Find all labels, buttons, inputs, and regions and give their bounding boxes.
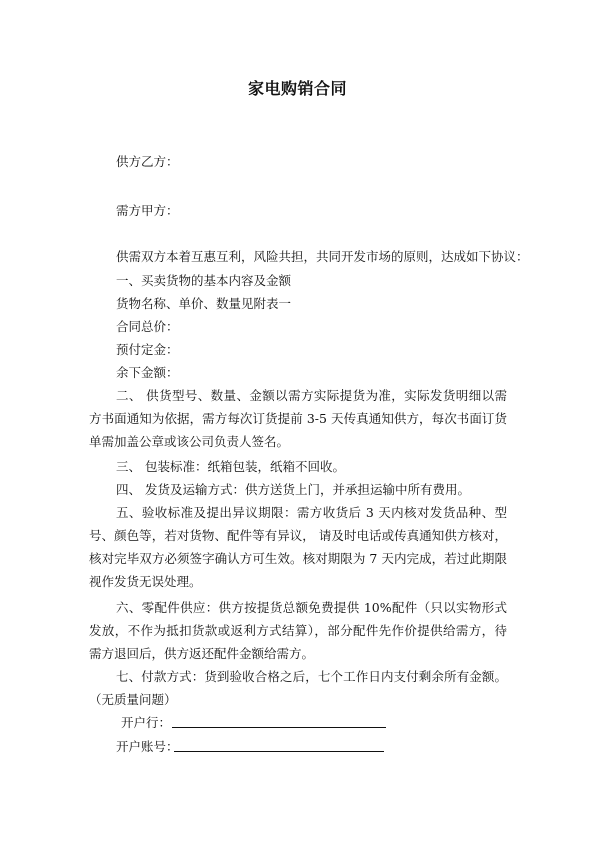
section3-paragraph: 三、 包装标准：纸箱包装，纸箱不回收。 (116, 459, 345, 474)
supplier-label: 供方乙方： (116, 154, 179, 169)
section6-paragraph: 六、零配件供应：供方按提货总额免费提供 10%配件（只以实物形式发放，不作为抵扣货款或返利方式结算），部分配件先作价提供给需方，待需方退回后，供方返还配件金额给需方。 (89, 600, 507, 661)
section7-paragraph: 七、付款方式：货到验收合格之后，七个工作日内支付剩余所有金额。（无质量问题） (89, 669, 507, 707)
bank-row (121, 714, 171, 731)
section2-paragraph: 二、 供货型号、数量、金额以需方实际提货为准，实际发货明细以需方书面通知为依据，需方每次订货提前 3-5 天传真通知供方，每次书面订货单需加盖公章或该公司负责人签名。 (89, 388, 507, 449)
account-underline (174, 751, 384, 752)
bank-underline (172, 727, 386, 728)
section4-paragraph: 四、 发货及运输方式：供方送货上门，并承担运输中所有费用。 (116, 482, 470, 497)
balance-line: 余下金额： (116, 365, 179, 380)
document-title: 家电购销合同 (247, 79, 347, 98)
total-price-line: 合同总价： (116, 319, 179, 334)
goods-line: 货物名称、单价、数量见附表一 (116, 296, 292, 311)
deposit-line: 预付定金： (116, 342, 179, 357)
account-row (116, 738, 179, 755)
section5-paragraph: 五、验收标准及提出异议期限：需方收货后 3 天内核对发货品种、型号、颜色等，若对货物、配件等有异议， 请及时电话或传真通知供方核对，核对完毕双方必须签字确认方可生效。核对期限为 7 天内完成，若过此期限视作发货无误处理。 (89, 505, 507, 589)
account-label: 开户账号： (116, 739, 179, 754)
bank-label: 开户行： (121, 715, 172, 730)
intro-text: 供需双方本着互惠互利，风险共担，共同开发市场的原则，达成如下协议： (116, 249, 529, 264)
section1-heading: 一、买卖货物的基本内容及金额 (116, 273, 292, 288)
buyer-label: 需方甲方： (116, 203, 179, 218)
